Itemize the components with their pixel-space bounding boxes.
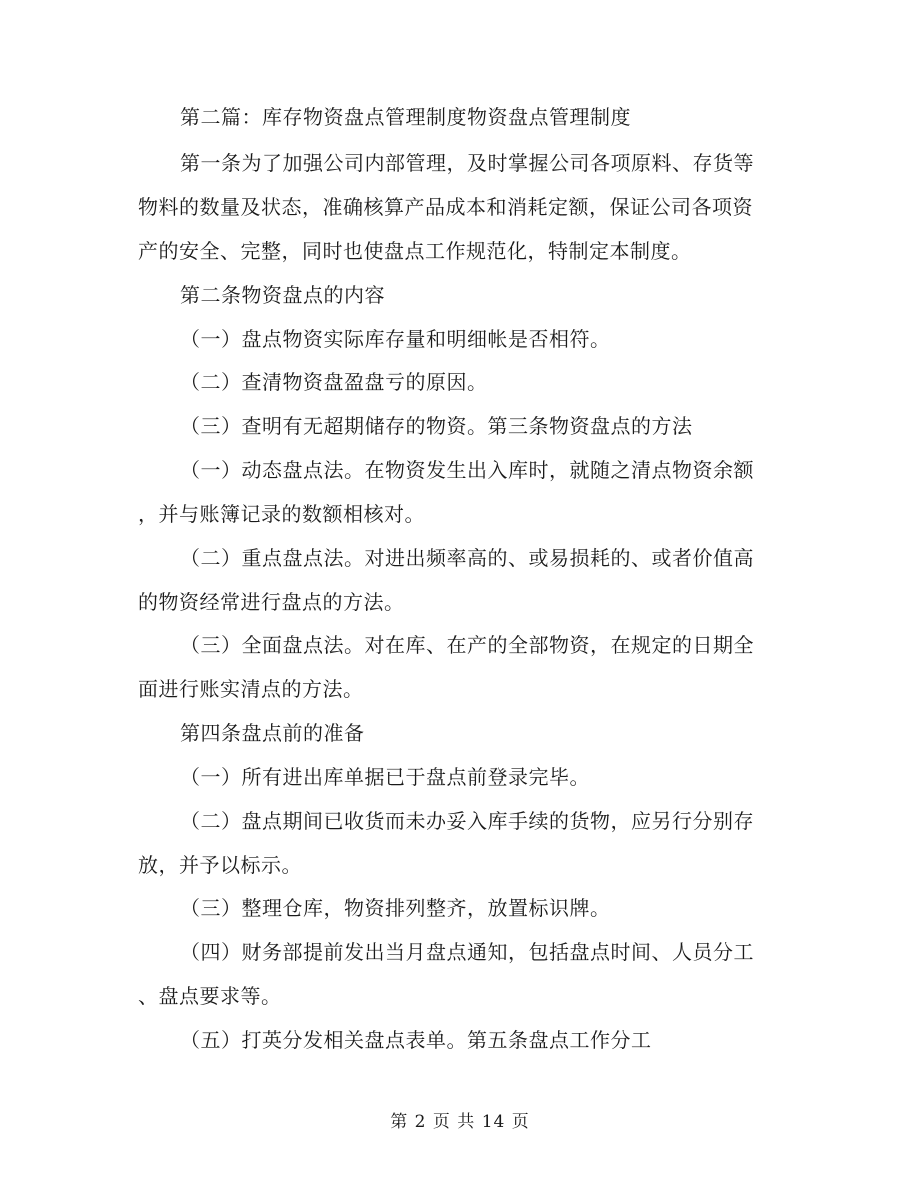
list-item-cont: 面进行账实清点的方法。 bbox=[138, 677, 364, 701]
list-item: （二）盘点期间已收货而未办妥入库手续的货物，应另行分别存 bbox=[180, 809, 754, 833]
section-title: 第二篇：库存物资盘点管理制度物资盘点管理制度 bbox=[180, 105, 631, 129]
list-item: （五）打英分发相关盘点表单。第五条盘点工作分工 bbox=[180, 1028, 652, 1052]
list-item: （四）财务部提前发出当月盘点通知，包括盘点时间、人员分工 bbox=[180, 940, 754, 964]
list-item: （一）所有进出库单据已于盘点前登录完毕。 bbox=[180, 765, 590, 789]
paragraph-line: 第一条为了加强公司内部管理，及时掌握公司各项原料、存货等 bbox=[180, 151, 754, 175]
list-item: （二）查清物资盘盈盘亏的原因。 bbox=[180, 370, 488, 394]
list-item-cont: 的物资经常进行盘点的方法。 bbox=[138, 590, 405, 614]
paragraph-line: 产的安全、完整，同时也使盘点工作规范化，特制定本制度。 bbox=[138, 239, 692, 263]
list-item-cont: 、盘点要求等。 bbox=[138, 984, 282, 1008]
article-heading: 第四条盘点前的准备 bbox=[180, 721, 365, 745]
list-item: （三）整理仓库，物资排列整齐，放置标识牌。 bbox=[180, 896, 611, 920]
list-item-cont: ，并与账簿记录的数额相核对。 bbox=[138, 502, 425, 526]
article-heading: 第二条物资盘点的内容 bbox=[180, 283, 385, 307]
page-number: 第 2 页 共 14 页 bbox=[390, 1112, 530, 1132]
list-item-cont: 放，并予以标示。 bbox=[138, 853, 302, 877]
paragraph-line: 物料的数量及状态，准确核算产品成本和消耗定额，保证公司各项资 bbox=[138, 195, 753, 219]
list-item: （三）全面盘点法。对在库、在产的全部物资，在规定的日期全 bbox=[180, 633, 754, 657]
list-item: （三）查明有无超期储存的物资。第三条物资盘点的方法 bbox=[180, 414, 693, 438]
list-item: （二）重点盘点法。对进出频率高的、或易损耗的、或者价值高 bbox=[180, 546, 754, 570]
list-item: （一）动态盘点法。在物资发生出入库时，就随之清点物资余额 bbox=[180, 458, 754, 482]
list-item: （一）盘点物资实际库存量和明细帐是否相符。 bbox=[180, 327, 611, 351]
